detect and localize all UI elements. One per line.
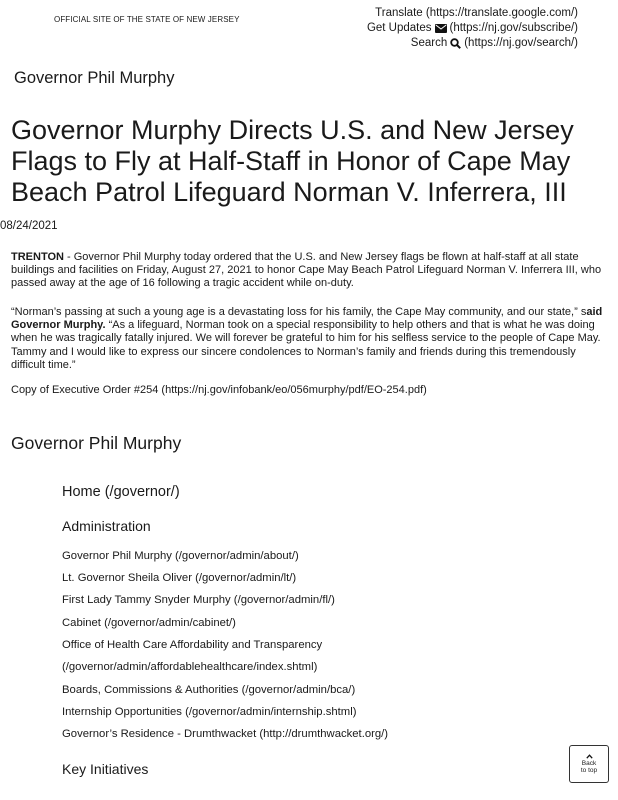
executive-order-link[interactable]: Copy of Executive Order #254 (https://nj.gov/infobank/eo/056murphy/pdf/EO-254.pdf) <box>11 384 427 396</box>
admin-link-residence[interactable]: Governor’s Residence - Drumthwacket (http://drumthwacket.org/) <box>62 728 389 740</box>
footer-title: Governor Phil Murphy <box>11 433 182 453</box>
paragraph-1-text: - Governor Phil Murphy today ordered that the U.S. and New Jersey flags be flown at half-staff at all state buildings and facilities on Friday, August 27, 2021 to honor Cape May Beach Patrol Lifeguard Norman V. Inferrera III, who passed away at the age of 16 following a tragic accident while on-duty. <box>11 251 602 290</box>
quote-start: “Norman’s passing at such a young age is a devastating loss for his family, the Cape May community, and our state,” s <box>11 306 587 318</box>
search-url: (https://nj.gov/search/) <box>464 37 578 49</box>
search-icon <box>450 38 461 49</box>
translate-link-text: Translate (https://translate.google.com/) <box>375 7 578 19</box>
get-updates-url: (https://nj.gov/subscribe/) <box>449 22 578 34</box>
back-to-top-line1: Back <box>581 759 597 767</box>
admin-link-governor[interactable]: Governor Phil Murphy (/governor/admin/about/) <box>62 550 299 562</box>
admin-link-health-care[interactable]: Office of Health Care Affordability and Transparency <box>62 639 323 651</box>
article-paragraph-1 <box>11 251 607 291</box>
official-site-label: OFFICIAL SITE OF THE STATE OF NEW JERSEY <box>54 15 240 24</box>
administration-heading: Administration <box>62 518 151 534</box>
back-to-top-line2: to top <box>580 767 598 774</box>
footer-home-link[interactable]: Home (/governor/) <box>62 484 180 500</box>
translate-link[interactable] <box>375 7 578 19</box>
site-brand-link[interactable]: Governor Phil Murphy <box>14 69 175 87</box>
get-updates-label: Get Updates <box>366 22 432 34</box>
key-initiatives-heading: Key Initiatives <box>62 761 149 777</box>
dateline: TRENTON <box>11 251 64 263</box>
admin-link-internship[interactable]: Internship Opportunities (/governor/admin/internship.shtml) <box>62 706 357 718</box>
quote-attribution: aid Governor Murphy. <box>11 306 603 332</box>
admin-link-health-care-url[interactable]: (/governor/admin/affordablehealthcare/index.shtml) <box>62 661 318 673</box>
search-link[interactable] <box>411 37 578 49</box>
search-label: Search <box>410 37 448 49</box>
admin-link-cabinet[interactable]: Cabinet (/governor/admin/cabinet/) <box>62 617 236 629</box>
chevron-up-icon <box>586 754 593 759</box>
get-updates-link[interactable] <box>367 22 578 34</box>
back-to-top-button[interactable] <box>569 745 609 783</box>
article-paragraph-2 <box>11 306 607 372</box>
quote-end: “As a lifeguard, Norman took on a special responsibility to help others and that is what he was doing when he was tragically fatally injured. We will forever be grateful to him for his selfless service to the people of Cape May. Tammy and I would like to express our sincere condolences to Norman’s family and friends during this tremendously difficult time.” <box>11 319 601 371</box>
page-title: Governor Murphy Directs U.S. and New Jersey Flags to Fly at Half-Staff in Honor of Cape May Beach Patrol Lifeguard Norman V. Inferrera, III <box>11 115 574 207</box>
admin-link-first-lady[interactable]: First Lady Tammy Snyder Murphy (/governor/admin/fl/) <box>62 594 335 606</box>
envelope-icon <box>435 24 447 33</box>
admin-link-boards[interactable]: Boards, Commissions & Authorities (/governor/admin/bca/) <box>62 684 356 696</box>
admin-link-lt-governor[interactable]: Lt. Governor Sheila Oliver (/governor/admin/lt/) <box>62 572 297 584</box>
publish-date: 08/24/2021 <box>0 220 58 232</box>
